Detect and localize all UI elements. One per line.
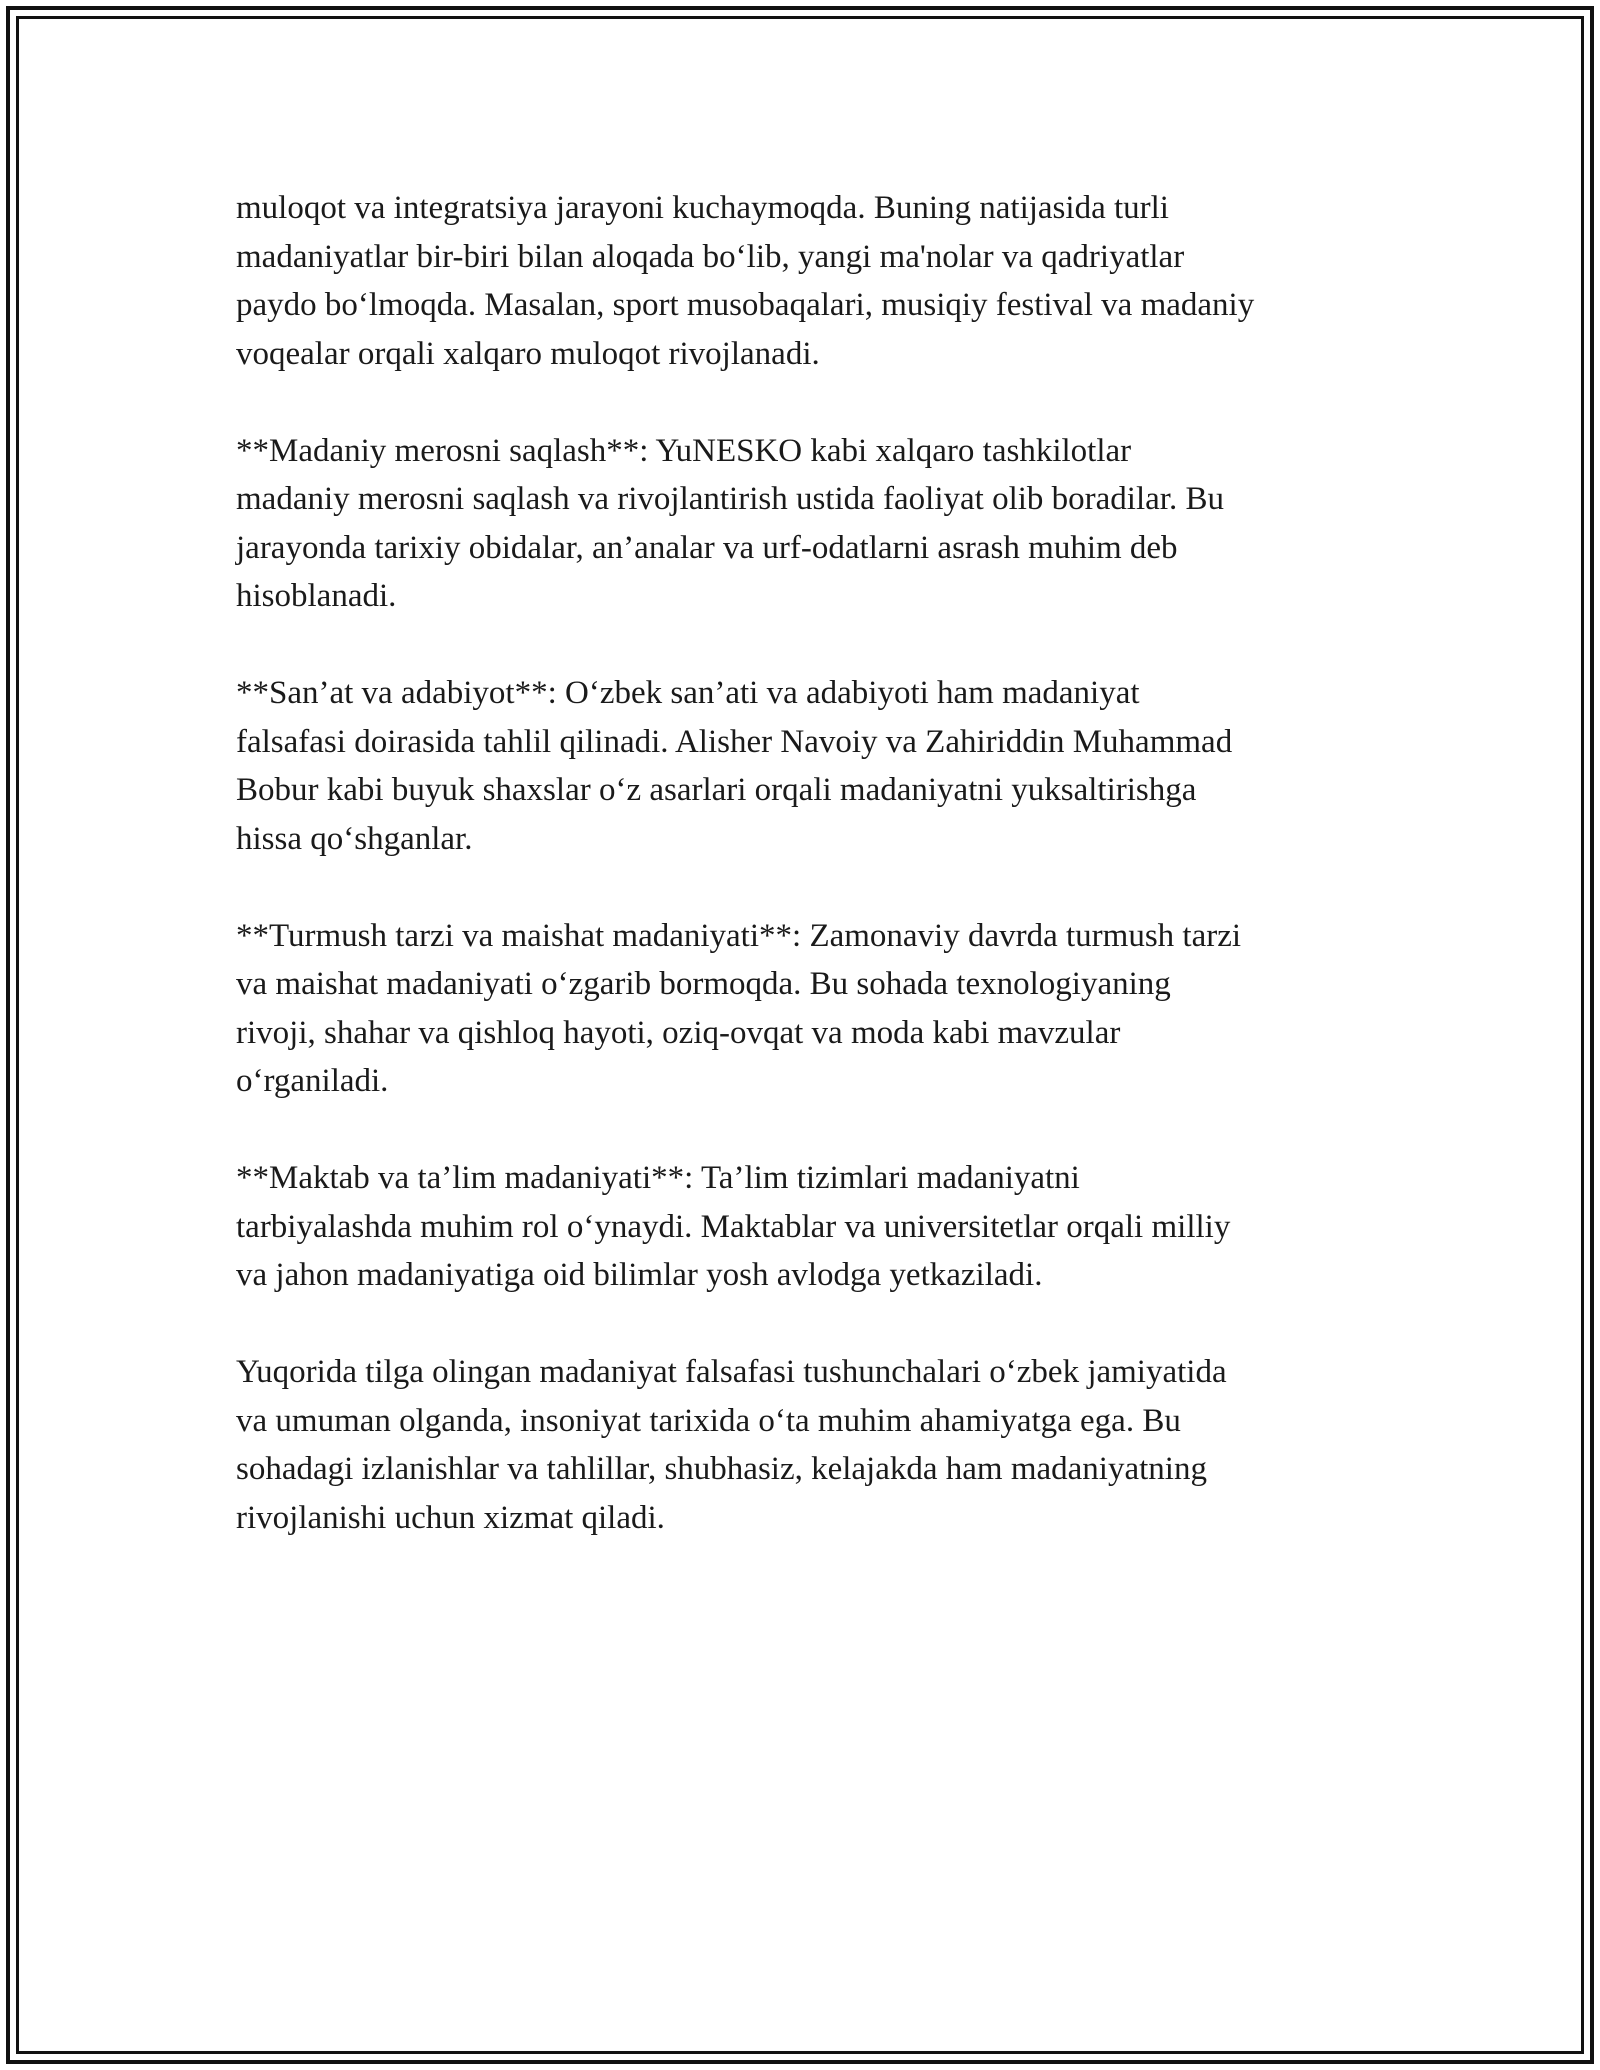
text-line: hisoblanadi. [236, 578, 397, 614]
text-line: hissa qoʻshganlar. [236, 820, 473, 857]
text-line: Yuqorida tilga olingan madaniyat falsafasi tushunchalari oʻzbek jamiyatida [236, 1354, 1227, 1390]
text-line: **San’at va adabiyot**: Oʻzbek san’ati va adabiyoti ham madaniyat [236, 675, 1140, 711]
document-body [236, 184, 1376, 1591]
paragraph-conclusion [236, 1348, 1376, 1542]
text-line: muloqot va integratsiya jarayoni kuchaymoqda. Buning natijasida turli [236, 190, 1169, 226]
text-line: va maishat madaniyati oʻzgarib bormoqda. Bu sohada texnologiyaning [236, 966, 1171, 1002]
paragraph-art-literature [236, 669, 1376, 863]
text-line: tarbiyalashda muhim rol oʻynaydi. Maktablar va universitetlar orqali milliy [236, 1208, 1231, 1245]
paragraph-lifestyle-culture [236, 912, 1376, 1106]
text-line: madaniyatlar bir-biri bilan aloqada boʻlib, yangi ma'nolar va qadriyatlar [236, 238, 1185, 275]
text-line: jarayonda tarixiy obidalar, an’analar va urf-odatlarni asrash muhim deb [236, 529, 1178, 566]
text-line: rivoji, shahar va qishloq hayoti, oziq-ovqat va moda kabi mavzular [236, 1014, 1121, 1051]
text-line: va umuman olganda, insoniyat tarixida oʻta muhim ahamiyatga ega. Bu [236, 1402, 1181, 1439]
text-line: Bobur kabi buyuk shaxslar oʻz asarlari orqali madaniyatni yuksaltirishga [236, 772, 1197, 808]
paragraph-education-culture [236, 1154, 1376, 1300]
text-line: **Turmush tarzi va maishat madaniyati**: Zamonaviy davrda turmush tarzi [236, 917, 1242, 954]
paragraph-heritage-preservation [236, 427, 1376, 621]
text-line: **Madaniy merosni saqlash**: YuNESKO kabi xalqaro tashkilotlar [236, 432, 1132, 469]
text-line: madaniy merosni saqlash va rivojlantirish ustida faoliyat olib boradilar. Bu [236, 481, 1224, 517]
text-line: voqealar orqali xalqaro muloqot rivojlanadi. [236, 335, 820, 372]
text-line: va jahon madaniyatiga oid bilimlar yosh avlodga yetkaziladi. [236, 1257, 1043, 1293]
text-line: paydo boʻlmoqda. Masalan, sport musobaqalari, musiqiy festival va madaniy [236, 287, 1255, 323]
text-line: sohadagi izlanishlar va tahlillar, shubhasiz, kelajakda ham madaniyatning [236, 1451, 1207, 1487]
text-line: falsafasi doirasida tahlil qilinadi. Alisher Navoiy va Zahiriddin Muhammad [236, 723, 1233, 760]
text-line: oʻrganiladi. [236, 1063, 389, 1099]
text-line: **Maktab va ta’lim madaniyati**: Ta’lim tizimlari madaniyatni [236, 1160, 1080, 1196]
text-line: rivojlanishi uchun xizmat qiladi. [236, 1499, 665, 1536]
paragraph-intercultural-dialogue [236, 184, 1376, 378]
